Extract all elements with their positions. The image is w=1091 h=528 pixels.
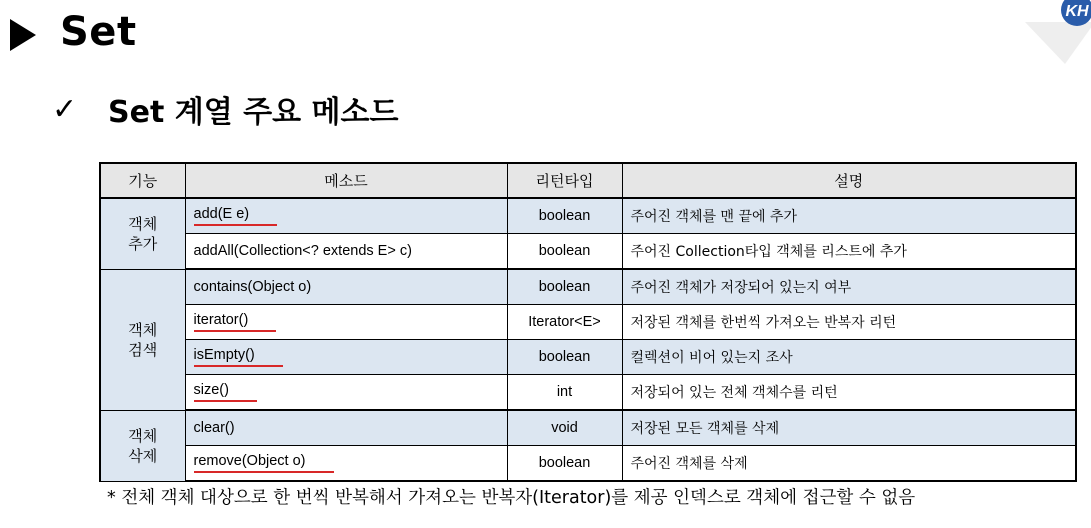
category-line: 객체 (128, 426, 158, 445)
category-line: 객체 (128, 320, 158, 339)
return-type-cell: boolean (507, 269, 622, 305)
category-line: 검색 (128, 340, 158, 359)
return-type-cell: boolean (507, 234, 622, 270)
method-name: remove(Object o) (194, 453, 334, 473)
category-line: 추가 (128, 234, 158, 253)
description-cell: 주어진 객체를 삭제 (622, 446, 1076, 482)
table-row (100, 305, 1076, 340)
table-row (100, 269, 1076, 305)
return-type-cell: int (507, 375, 622, 411)
category-cell (100, 269, 185, 410)
description-cell: 주어진 객체를 맨 끝에 추가 (622, 198, 1076, 234)
description-cell: 주어진 객체가 저장되어 있는지 여부 (622, 269, 1076, 305)
return-type-cell: void (507, 410, 622, 446)
description-cell: 컬렉션이 비어 있는지 조사 (622, 340, 1076, 375)
section-heading (52, 86, 399, 132)
method-name: addAll(Collection<? extends E> c) (193, 243, 412, 259)
method-name: size() (194, 382, 257, 402)
table-row (100, 340, 1076, 375)
table-row (100, 410, 1076, 446)
column-header: 설명 (622, 163, 1076, 198)
method-cell (185, 410, 507, 446)
kh-logo (1005, 0, 1091, 64)
method-name: isEmpty() (194, 347, 283, 367)
checkmark-icon: ✓ (52, 91, 78, 127)
description-cell: 저장된 객체를 한번씩 가져오는 반복자 리턴 (622, 305, 1076, 340)
table-row (100, 375, 1076, 411)
return-type-cell: boolean (507, 198, 622, 234)
method-cell (185, 446, 507, 482)
method-cell (185, 305, 507, 340)
description-cell: 저장된 모든 객체를 삭제 (622, 410, 1076, 446)
category-cell (100, 198, 185, 269)
method-name: clear() (193, 420, 235, 436)
table-header-row (100, 163, 1076, 198)
method-cell (185, 234, 507, 270)
method-cell (185, 340, 507, 375)
column-header: 메소드 (185, 163, 507, 198)
category-line: 삭제 (128, 446, 158, 465)
return-type-cell: boolean (507, 446, 622, 482)
category-line: 객체 (128, 214, 158, 233)
category-cell (100, 410, 185, 481)
section-subtitle: Set 계열 주요 메소드 (108, 95, 399, 130)
set-methods-table (99, 162, 1077, 482)
table-row (100, 198, 1076, 234)
return-type-cell: boolean (507, 340, 622, 375)
logo-text: KH (1065, 3, 1089, 20)
return-type-cell: Iterator<E> (507, 305, 622, 340)
method-cell (185, 269, 507, 305)
play-triangle-icon (10, 19, 36, 51)
table-row (100, 446, 1076, 482)
page-title: Set (60, 9, 137, 55)
method-name: iterator() (194, 312, 277, 332)
method-name: contains(Object o) (193, 279, 312, 295)
description-cell: 저장되어 있는 전체 객체수를 리턴 (622, 375, 1076, 411)
method-cell (185, 198, 507, 234)
description-cell: 주어진 Collection타입 객체를 리스트에 추가 (622, 234, 1076, 270)
method-name: add(E e) (194, 206, 278, 226)
footnote: * 전체 객체 대상으로 한 번씩 반복해서 가져오는 반복자(Iterator)를 제공 인덱스로 객체에 접근할 수 없음 (107, 488, 916, 508)
method-cell (185, 375, 507, 411)
column-header: 리턴타입 (507, 163, 622, 198)
column-header: 기능 (100, 163, 185, 198)
table-row (100, 234, 1076, 270)
page-header (10, 8, 137, 56)
